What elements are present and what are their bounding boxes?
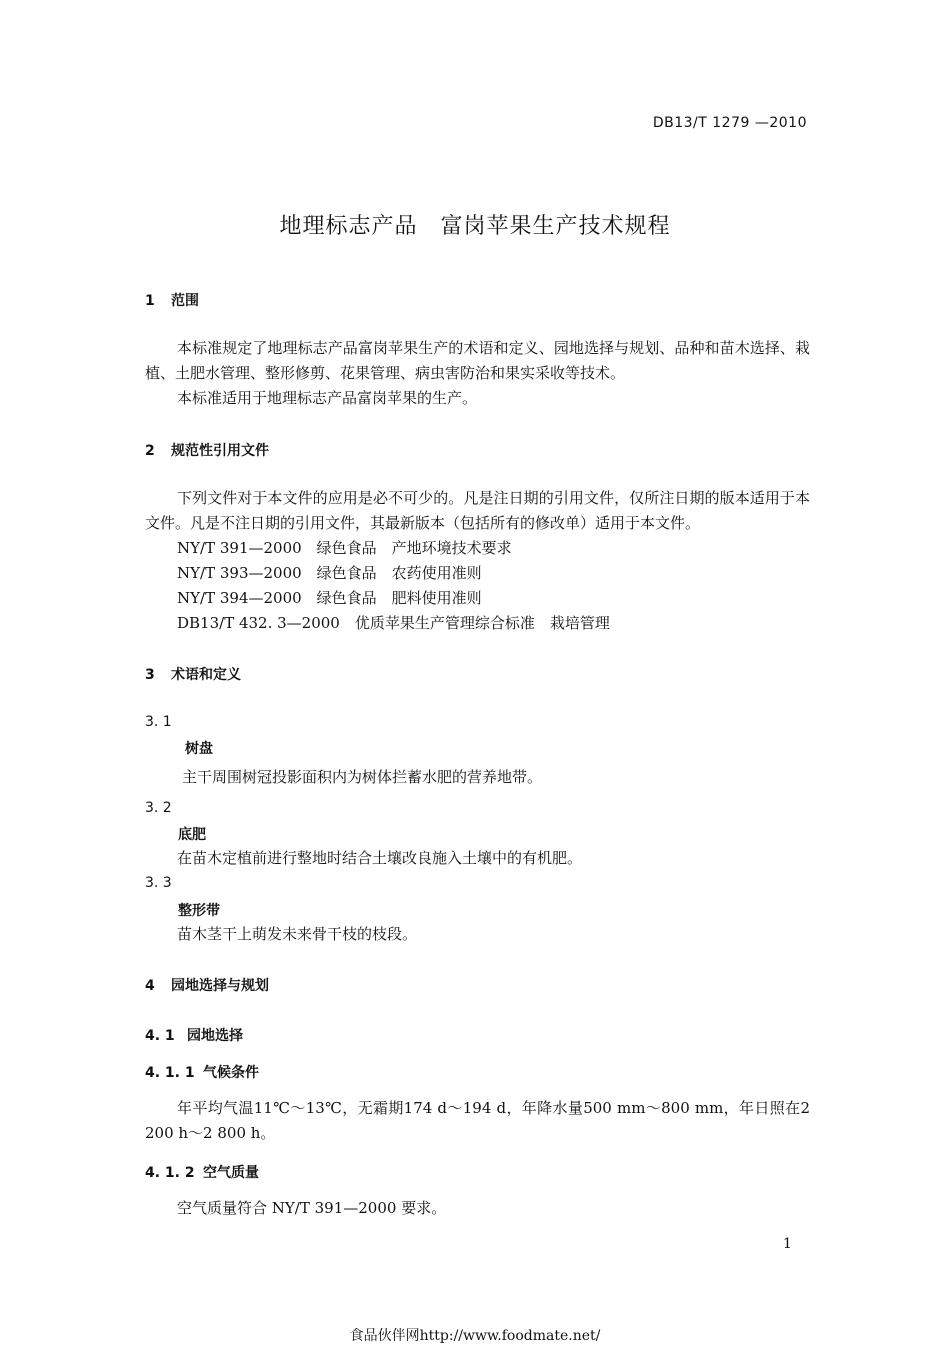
term-name: 整形带 <box>178 903 220 919</box>
section-title: 范围 <box>171 293 199 309</box>
standard-code: DB13/T 1279 —2010 <box>652 115 807 131</box>
term-definition: 在苗木定植前进行整地时结合土壤改良施入土壤中的有机肥。 <box>177 849 583 867</box>
section-title: 术语和定义 <box>171 667 241 683</box>
subsection-number: 4. 1. 1 <box>145 1065 195 1081</box>
reference-item: NY/T 391—2000 绿色食品 产地环境技术要求 <box>177 539 512 557</box>
term-number: 3. 3 <box>145 875 172 891</box>
section-2-paragraph-1: 下列文件对于本文件的应用是必不可少的。凡是注日期的引用文件，仅所注日期的版本适用于本文件。凡是不注日期的引用文件，其最新版本（包括所有的修改单）适用于本文件。 <box>145 489 810 532</box>
subsection-4-1-1-heading <box>145 1062 259 1082</box>
section-1-paragraph-1: 本标准规定了地理标志产品富岗苹果生产的术语和定义、园地选择与规划、品种和苗木选择、栽植、土肥水管理、整形修剪、花果管理、病虫害防治和果实采收等技术。 <box>145 339 810 382</box>
reference-item: NY/T 393—2000 绿色食品 农药使用准则 <box>177 564 482 582</box>
term-name: 树盘 <box>185 741 213 757</box>
section-3-heading <box>145 664 241 684</box>
page-number: 1 <box>783 1236 792 1252</box>
term-name: 底肥 <box>178 827 206 843</box>
term-number: 3. 1 <box>145 714 172 730</box>
reference-item: DB13/T 432. 3—2000 优质苹果生产管理综合标准 栽培管理 <box>177 614 610 632</box>
section-number: 2 <box>145 443 155 459</box>
section-title: 园地选择与规划 <box>171 978 269 994</box>
section-number: 3 <box>145 667 155 683</box>
section-number: 4 <box>145 978 155 994</box>
subsection-4-1-2-text: 空气质量符合 NY/T 391—2000 要求。 <box>177 1199 447 1217</box>
term-definition: 主干周围树冠投影面积内为树体拦蓄水肥的营养地带。 <box>182 768 543 786</box>
term-definition: 苗木茎干上萌发未来骨干枝的枝段。 <box>177 925 418 943</box>
term-number: 3. 2 <box>145 800 172 816</box>
subsection-title: 空气质量 <box>203 1165 259 1181</box>
section-1-paragraph-2: 本标准适用于地理标志产品富岗苹果的生产。 <box>177 389 478 407</box>
subsection-number: 4. 1. 2 <box>145 1165 195 1181</box>
subsection-title: 气候条件 <box>203 1065 259 1081</box>
footer-watermark[interactable]: 食品伙伴网http://www.foodmate.net/ <box>349 1328 601 1344</box>
subsection-4-1-1-text: 年平均气温11℃～13℃，无霜期174 d～194 d，年降水量500 mm～800 mm，年日照在2 200 h～2 800 h。 <box>145 1099 810 1142</box>
document-title: 地理标志产品 富岗苹果生产技术规程 <box>279 214 671 239</box>
section-title: 规范性引用文件 <box>171 443 269 459</box>
subsection-4-1-heading <box>145 1025 243 1045</box>
subsection-title: 园地选择 <box>187 1028 243 1044</box>
section-4-heading <box>145 975 269 995</box>
subsection-number: 4. 1 <box>145 1028 175 1044</box>
section-2-heading <box>145 440 269 460</box>
subsection-4-1-2-heading <box>145 1162 259 1182</box>
reference-item: NY/T 394—2000 绿色食品 肥料使用准则 <box>177 589 482 607</box>
section-number: 1 <box>145 293 155 309</box>
section-1-heading <box>145 290 199 310</box>
